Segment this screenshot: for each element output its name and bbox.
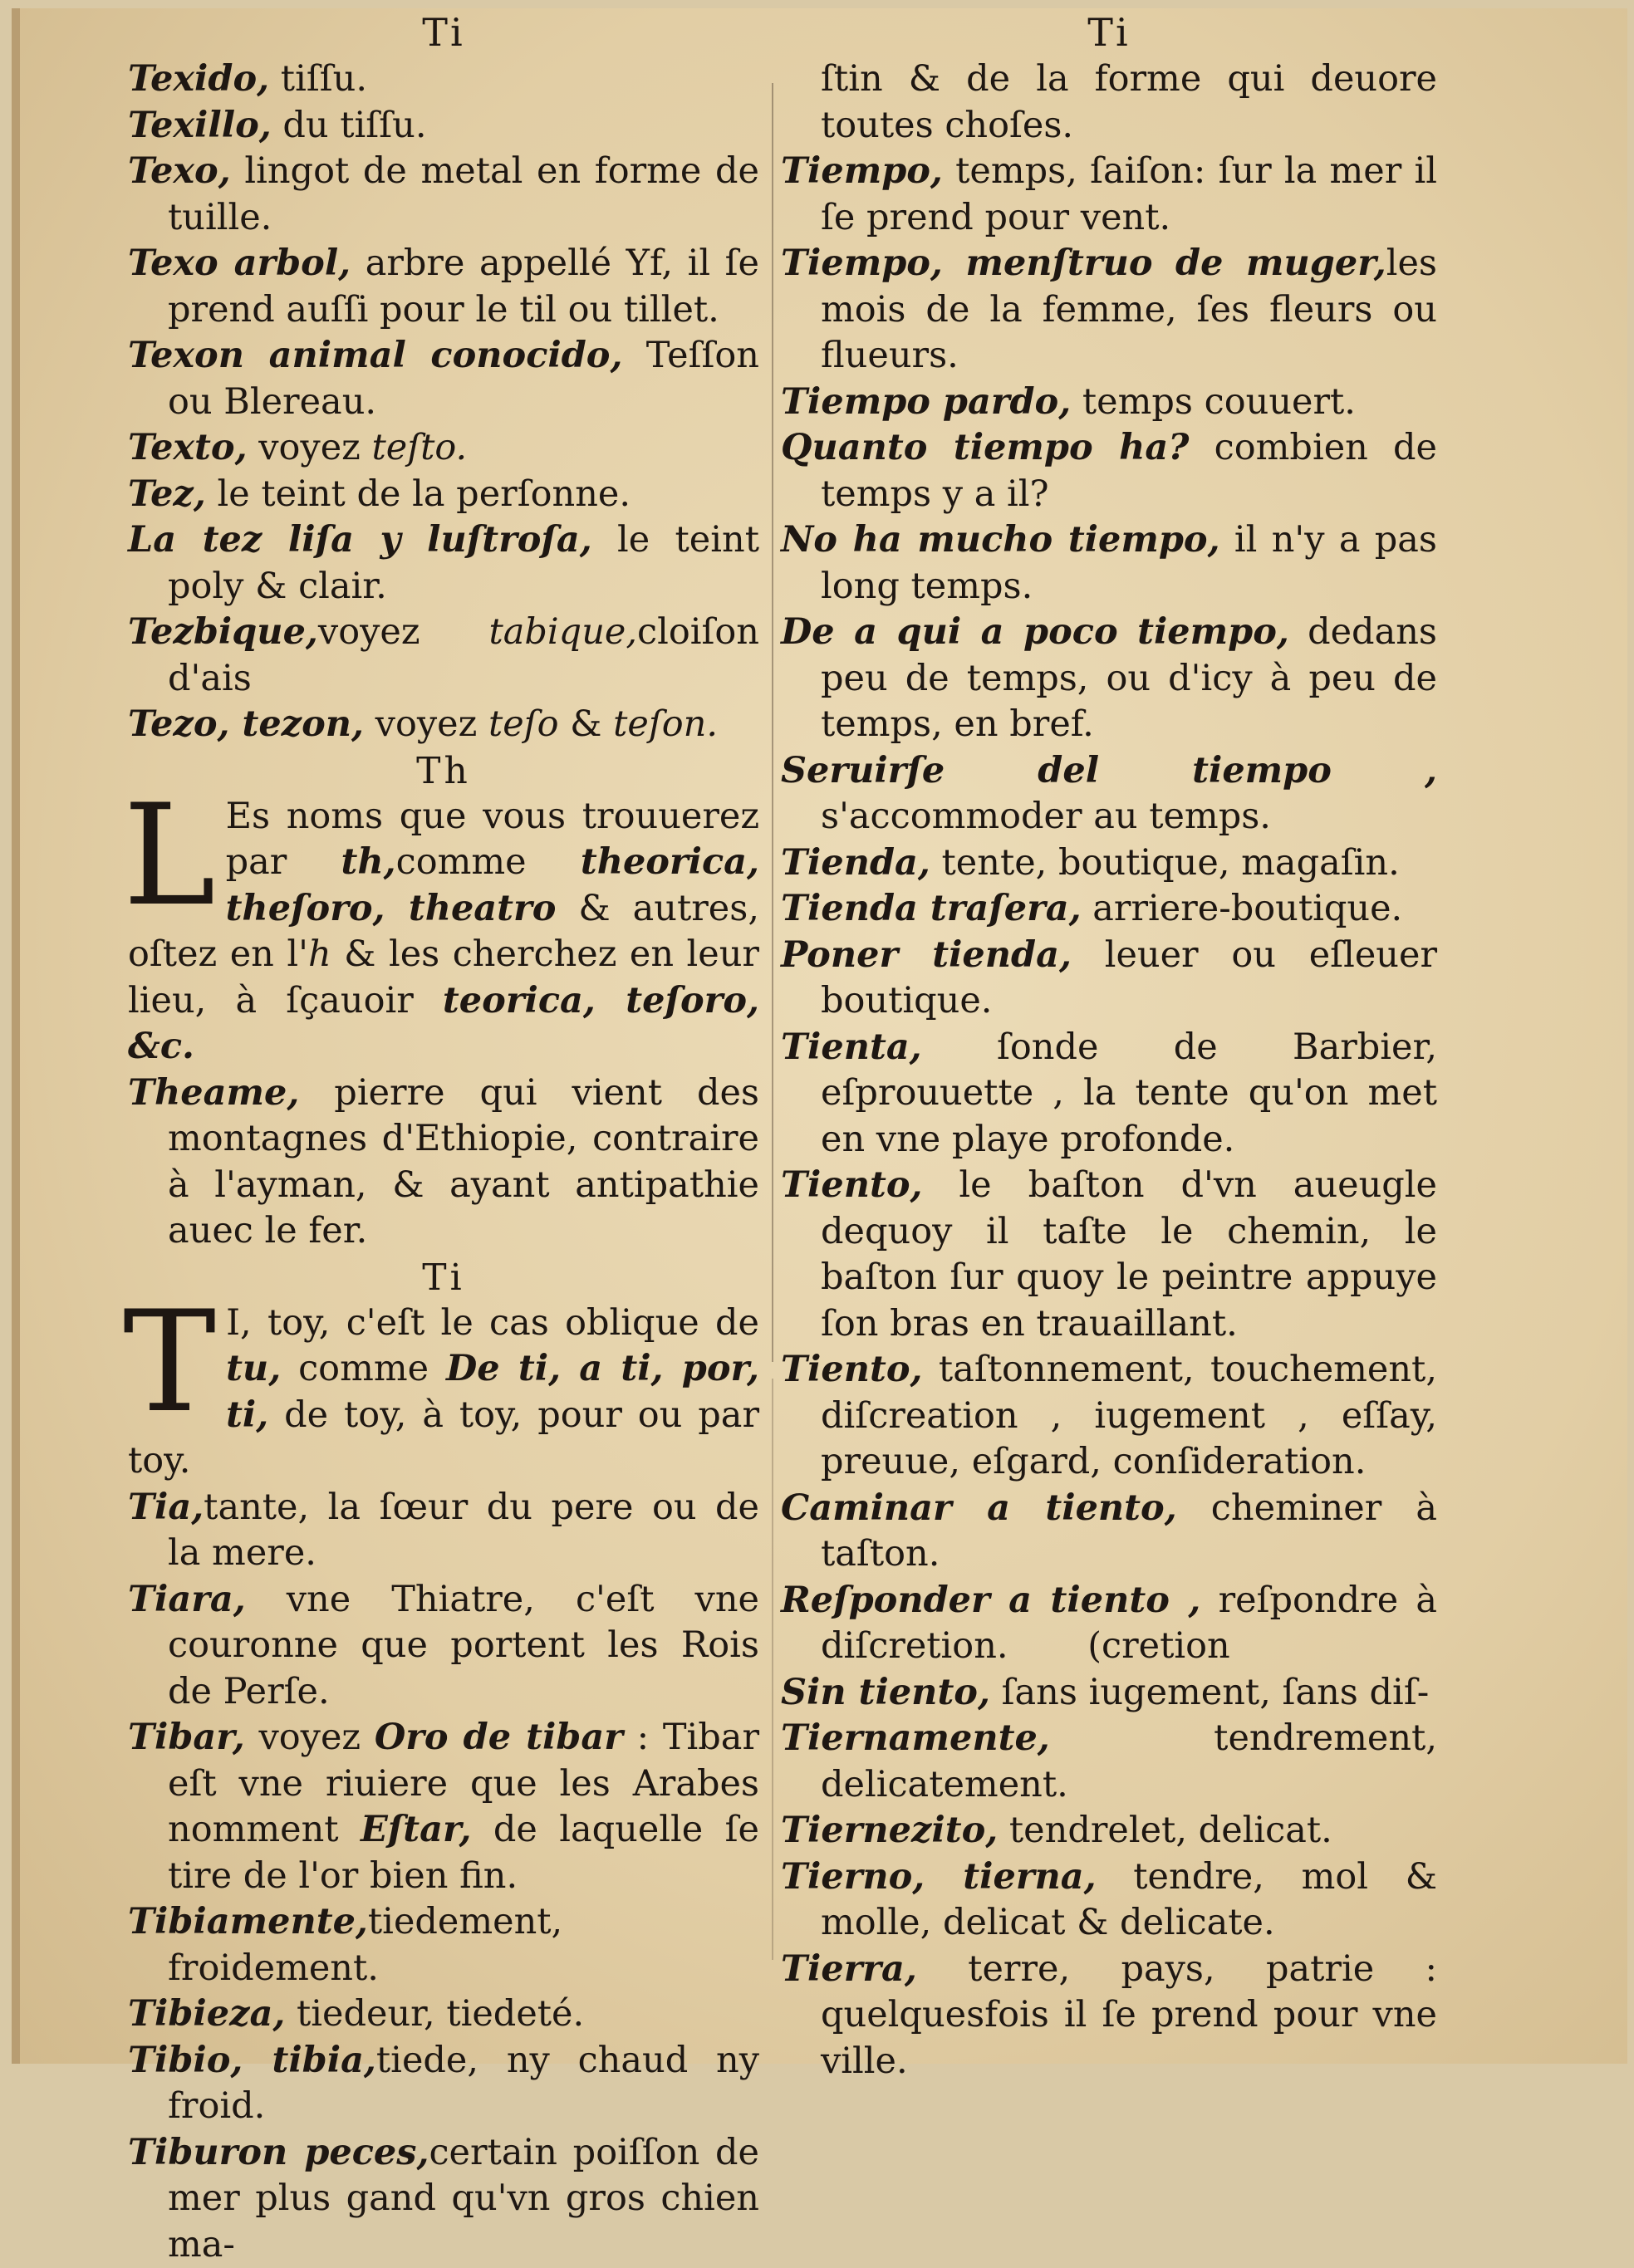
entry: Texon animal conocido, Teſſon ou Blereau.: [128, 333, 759, 425]
entry: Tiburon peces,certain poiſſon de mer plus gand qu'vn gros chien ma-: [128, 2130, 759, 2268]
entry: Tezo, tezon, voyez teſo & teſon.: [128, 702, 759, 748]
entry: Texo arbol, arbre appellé Yf, il ſe prend auſſi pour le til ou tillet.: [128, 241, 759, 333]
entry: Poner tienda, leuer ou eſleuer boutique.: [781, 933, 1437, 1025]
right-column: [781, 8, 1437, 2084]
entry: Tibiamente,tiedement, froidement.: [128, 1899, 759, 1991]
entry: Caminar a tiento, cheminer à taſton.: [781, 1486, 1437, 1578]
entry: Tierno, tierna, tendre, mol & molle, delicat & delicate.: [781, 1854, 1437, 1947]
section-heading-th: Th: [128, 748, 759, 794]
entry: Sin tiento, ſans iugement, ſans diſ-: [781, 1670, 1437, 1717]
entry: Tibieza, tiedeur, tiedeté.: [128, 1991, 759, 2038]
left-running-head: Ti: [128, 8, 759, 56]
entry: Texto, voyez teſto.: [128, 425, 759, 472]
entries-ti: [128, 1485, 759, 2268]
entry: Tiernezito, tendrelet, delicat.: [781, 1808, 1437, 1854]
entry: Tiento, le baſton d'vn aueugle dequoy il taſte le chemin, le baſton ſur quoy le peintre appuye ſon bras en trauaillant.: [781, 1163, 1437, 1347]
entry-theame: Theame, pierre qui vient des montagnes d'Ethiopie, contraire à l'ayman, & ayant antipathie auec le fer.: [128, 1070, 759, 1255]
entry: Reſponder a tiento , reſpondre à diſcretion. (cretion: [781, 1578, 1437, 1670]
entry: Quanto tiempo ha? combien de temps y a il?: [781, 425, 1437, 517]
entry: De a qui a poco tiempo, dedans peu de temps, ou d'icy à peu de temps, en bref.: [781, 610, 1437, 748]
entry: Tezbique,voyez tabique,cloiſon d'ais: [128, 610, 759, 702]
entries-tex: [128, 56, 759, 748]
entry: Tienda, tente, boutique, magaſin.: [781, 840, 1437, 887]
entry: Tiempo, menſtruo de muger,les mois de la femme, ſes fleurs ou flueurs.: [781, 241, 1437, 380]
column-rule-lower: [772, 1379, 773, 1960]
entry: Tiempo pardo, temps couuert.: [781, 380, 1437, 426]
entry: No ha mucho tiempo, il n'y a pas long temps.: [781, 517, 1437, 610]
entry: Seruirſe del tiempo , s'accommoder au temps.: [781, 748, 1437, 840]
continued-entry: ſtin & de la forme qui deuore toutes choſes.: [781, 56, 1437, 149]
entries-tie: [781, 149, 1437, 2084]
entry: Tienda traſera, arriere-boutique.: [781, 886, 1437, 933]
ti-introduction: T I, toy, c'eſt le cas oblique de tu, comme De ti, a ti, por, ti, de toy, à toy, pour ou par toy.: [128, 1301, 759, 1485]
entry: Tiempo, temps, ſaiſon: ſur la mer il ſe prend pour vent.: [781, 149, 1437, 241]
entry: Tierra, terre, pays, patrie : quelquesfois il ſe prend pour vne ville.: [781, 1947, 1437, 2085]
section-heading-ti: Ti: [128, 1255, 759, 1301]
entry: Tez, le teint de la perſonne.: [128, 472, 759, 518]
drop-cap-l: L: [123, 797, 216, 910]
entry: Tiernamente, tendrement, delicatement.: [781, 1716, 1437, 1808]
entry: Texo, lingot de metal en forme de tuille.: [128, 149, 759, 241]
entry: Tiento, taſtonnement, touchement, diſcreation , iugement , eſſay, preuue, eſgard, conſideration.: [781, 1347, 1437, 1486]
column-rule-upper: [772, 83, 773, 1362]
entry: La tez liſa y luſtroſa, le teint poly & clair.: [128, 517, 759, 610]
entry: Tibio, tibia,tiede, ny chaud ny froid.: [128, 2038, 759, 2130]
right-running-head: Ti: [781, 8, 1437, 56]
entry: Texillo, du tiſſu.: [128, 103, 759, 149]
th-introduction: L Es noms que vous trouuerez par th,comme theorica, theſoro, theatro & autres, oſtez en l'h & les cherchez en leur lieu, à ſçauoir teorica, teſoro, &c.: [128, 794, 759, 1070]
left-column: [128, 8, 759, 2268]
entry: Tia,tante, la ſœur du pere ou de la mere.: [128, 1485, 759, 1577]
entry: Tibar, voyez Oro de tibar : Tibar eſt vne riuiere que les Arabes nomment Eſtar, de laquelle ſe tire de l'or bien fin.: [128, 1715, 759, 1899]
entry: Texido, tiſſu.: [128, 56, 759, 103]
drop-cap-t: T: [123, 1304, 216, 1417]
dictionary-page: [12, 8, 1627, 2064]
entry: Tienta, ſonde de Barbier, eſprouuette , la tente qu'on met en vne playe profonde.: [781, 1025, 1437, 1163]
entry: Tiara, vne Thiatre, c'eſt vne couronne que portent les Rois de Perſe.: [128, 1577, 759, 1716]
